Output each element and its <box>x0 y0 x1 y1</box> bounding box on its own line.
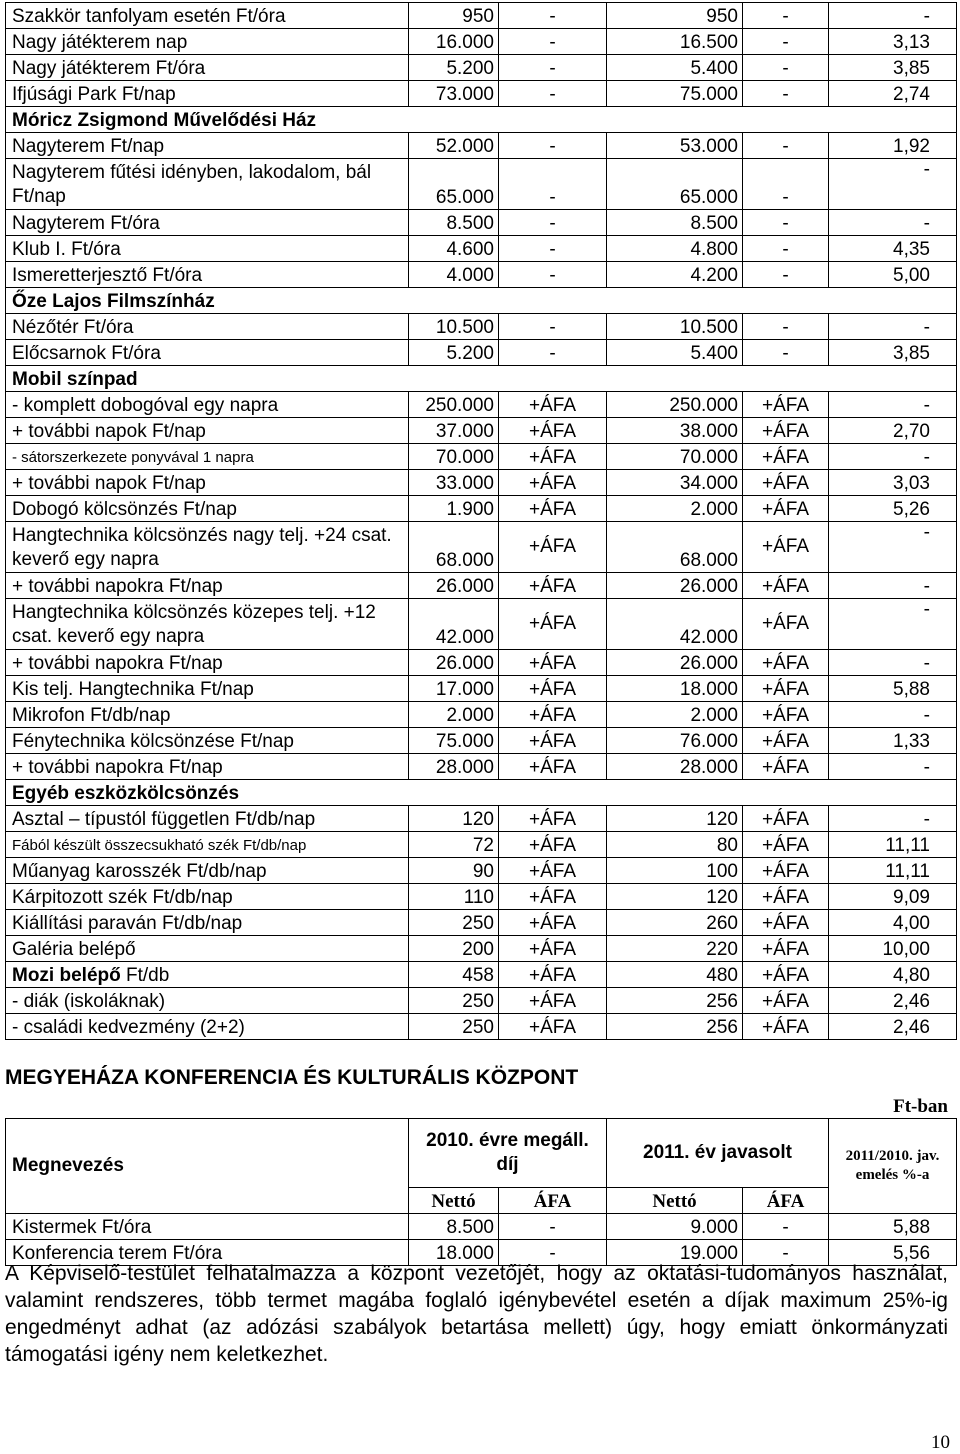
row-name-suffix: Ft/db <box>120 965 170 986</box>
row-name: Dobogó kölcsönzés Ft/nap <box>6 496 409 522</box>
table-row <box>6 676 957 702</box>
vat-2011: +ÁFA <box>743 728 829 754</box>
vat-2011: - <box>743 133 829 159</box>
percent-change: 4,80 <box>829 962 957 988</box>
row-name: + további napokra Ft/nap <box>6 754 409 780</box>
value-2011: 256 <box>607 1014 743 1040</box>
row-name: Kis telj. Hangtechnika Ft/nap <box>6 676 409 702</box>
vat-2010: +ÁFA <box>499 573 607 599</box>
footnote-paragraph: A Képviselő-testület felhatalmazza a központ vezetőjét, hogy az oktatási-tudományos használat, valamint rendszeres, több termet magába foglaló igénybevétel esetén a díjak maximum 25%-ig engedményt adhat (az adózási szabályok betartása mellett) úgy, hogy emiatt önkormányzati támogatási igény nem keletkezhet. <box>5 1262 948 1366</box>
table-row <box>6 962 957 988</box>
page-number: 10 <box>931 1432 950 1453</box>
value-2011: 70.000 <box>607 444 743 470</box>
vat-2010: - <box>499 340 607 366</box>
section-title: Mobil színpad <box>6 366 957 392</box>
value-2011: 65.000 <box>607 159 743 210</box>
row-name: - komplett dobogóval egy napra <box>6 392 409 418</box>
section-header-row <box>6 288 957 314</box>
value-2010: 110 <box>409 884 499 910</box>
value-2011: 42.000 <box>607 599 743 650</box>
row-name <box>6 962 409 988</box>
percent-change: 9,09 <box>829 884 957 910</box>
value-2010: 28.000 <box>409 754 499 780</box>
value-2011: 38.000 <box>607 418 743 444</box>
unit-label: Ft-ban <box>893 1096 948 1117</box>
vat-2011: +ÁFA <box>743 884 829 910</box>
table-row <box>6 599 957 650</box>
percent-change: 4,35 <box>829 236 957 262</box>
vat-2011: +ÁFA <box>743 1014 829 1040</box>
value-2010: 250 <box>409 1014 499 1040</box>
value-2011: 480 <box>607 962 743 988</box>
vat-2010: +ÁFA <box>499 910 607 936</box>
vat-2010: +ÁFA <box>499 599 607 650</box>
percent-change: - <box>829 159 957 210</box>
vat-2011: +ÁFA <box>743 573 829 599</box>
vat-2010: +ÁFA <box>499 444 607 470</box>
section-title: Őze Lajos Filmszínház <box>6 288 957 314</box>
row-name: Műanyag karosszék Ft/db/nap <box>6 858 409 884</box>
table-row <box>6 650 957 676</box>
vat-2010: +ÁFA <box>499 806 607 832</box>
vat-2011: - <box>743 81 829 107</box>
conference-title: MEGYEHÁZA KONFERENCIA ÉS KULTURÁLIS KÖZPONT <box>5 1066 579 1089</box>
vat-2010: +ÁFA <box>499 496 607 522</box>
value-2011: 950 <box>607 3 743 29</box>
table-row <box>6 806 957 832</box>
percent-change: 5,00 <box>829 262 957 288</box>
row-name: Konferencia terem Ft/óra <box>6 1240 409 1266</box>
vat-2010: - <box>499 81 607 107</box>
vat-2011: +ÁFA <box>743 910 829 936</box>
table-row <box>6 81 957 107</box>
vat-2011: +ÁFA <box>743 702 829 728</box>
percent-change: 10,00 <box>829 936 957 962</box>
value-2010: 72 <box>409 832 499 858</box>
percent-change: 2,74 <box>829 81 957 107</box>
row-name: Asztal – típustól független Ft/db/nap <box>6 806 409 832</box>
vat-2011: - <box>743 1214 829 1240</box>
value-2011: 120 <box>607 884 743 910</box>
price-table <box>5 2 957 1040</box>
percent-change: 5,26 <box>829 496 957 522</box>
vat-2011: +ÁFA <box>743 962 829 988</box>
row-name: + további napok Ft/nap <box>6 418 409 444</box>
table-row <box>6 55 957 81</box>
table-row <box>6 910 957 936</box>
vat-2010: - <box>499 262 607 288</box>
vat-2011: - <box>743 55 829 81</box>
table-row <box>6 133 957 159</box>
vat-2010: +ÁFA <box>499 470 607 496</box>
row-name: Ifjúsági Park Ft/nap <box>6 81 409 107</box>
percent-change: - <box>829 3 957 29</box>
value-2011: 19.000 <box>607 1240 743 1266</box>
table-row <box>6 496 957 522</box>
percent-change: 1,33 <box>829 728 957 754</box>
table-row <box>6 832 957 858</box>
vat-2010: +ÁFA <box>499 702 607 728</box>
percent-change: - <box>829 702 957 728</box>
vat-2010: - <box>499 3 607 29</box>
value-2010: 5.200 <box>409 340 499 366</box>
vat-2010: +ÁFA <box>499 392 607 418</box>
table-row <box>6 1014 957 1040</box>
value-2010: 52.000 <box>409 133 499 159</box>
vat-2011: +ÁFA <box>743 444 829 470</box>
vat-2010: - <box>499 55 607 81</box>
price-table-body <box>6 3 957 1040</box>
subheader-netto-2011: Nettó <box>607 1188 743 1214</box>
row-name: + további napokra Ft/nap <box>6 650 409 676</box>
percent-change: 3,13 <box>829 29 957 55</box>
vat-2010: - <box>499 133 607 159</box>
value-2011: 260 <box>607 910 743 936</box>
vat-2010: - <box>499 159 607 210</box>
subheader-netto-2010: Nettó <box>409 1188 499 1214</box>
value-2011: 34.000 <box>607 470 743 496</box>
vat-2010: +ÁFA <box>499 936 607 962</box>
value-2010: 33.000 <box>409 470 499 496</box>
vat-2010: - <box>499 210 607 236</box>
value-2010: 1.900 <box>409 496 499 522</box>
row-name: Fénytechnika kölcsönzése Ft/nap <box>6 728 409 754</box>
vat-2011: - <box>743 29 829 55</box>
value-2011: 76.000 <box>607 728 743 754</box>
value-2011: 100 <box>607 858 743 884</box>
vat-2011: - <box>743 210 829 236</box>
value-2010: 18.000 <box>409 1240 499 1266</box>
vat-2010: +ÁFA <box>499 988 607 1014</box>
table-row <box>6 858 957 884</box>
row-name: Szakkör tanfolyam esetén Ft/óra <box>6 3 409 29</box>
vat-2011: - <box>743 262 829 288</box>
value-2010: 42.000 <box>409 599 499 650</box>
percent-change: - <box>829 444 957 470</box>
value-2010: 250.000 <box>409 392 499 418</box>
value-2010: 70.000 <box>409 444 499 470</box>
vat-2010: - <box>499 1214 607 1240</box>
header-name: Megnevezés <box>6 1119 409 1214</box>
vat-2011: +ÁFA <box>743 392 829 418</box>
table-row <box>6 728 957 754</box>
value-2010: 73.000 <box>409 81 499 107</box>
value-2010: 65.000 <box>409 159 499 210</box>
value-2011: 4.200 <box>607 262 743 288</box>
value-2011: 28.000 <box>607 754 743 780</box>
table-row <box>6 936 957 962</box>
table-row <box>6 884 957 910</box>
percent-change: 11,11 <box>829 832 957 858</box>
section-header-row <box>6 366 957 392</box>
percent-change: 5,56 <box>829 1240 957 1266</box>
vat-2011: +ÁFA <box>743 754 829 780</box>
row-name: Kiállítási paraván Ft/db/nap <box>6 910 409 936</box>
value-2011: 53.000 <box>607 133 743 159</box>
vat-2010: +ÁFA <box>499 728 607 754</box>
percent-change: - <box>829 210 957 236</box>
vat-2010: - <box>499 314 607 340</box>
table-row <box>6 262 957 288</box>
percent-change: 2,46 <box>829 1014 957 1040</box>
row-name: Kistermek Ft/óra <box>6 1214 409 1240</box>
vat-2010: +ÁFA <box>499 858 607 884</box>
row-name: Nagyterem Ft/nap <box>6 133 409 159</box>
value-2010: 26.000 <box>409 650 499 676</box>
value-2010: 250 <box>409 988 499 1014</box>
vat-2010: +ÁFA <box>499 676 607 702</box>
vat-2011: - <box>743 1240 829 1266</box>
table-row <box>6 988 957 1014</box>
row-name: + további napok Ft/nap <box>6 470 409 496</box>
percent-change: 3,03 <box>829 470 957 496</box>
table-row <box>6 573 957 599</box>
table-row <box>6 754 957 780</box>
value-2011: 2.000 <box>607 702 743 728</box>
value-2010: 16.000 <box>409 29 499 55</box>
row-name: Nagy játékterem Ft/óra <box>6 55 409 81</box>
vat-2011: +ÁFA <box>743 496 829 522</box>
value-2011: 120 <box>607 806 743 832</box>
percent-change: - <box>829 650 957 676</box>
percent-change: - <box>829 392 957 418</box>
row-name: + további napokra Ft/nap <box>6 573 409 599</box>
table-row <box>6 702 957 728</box>
value-2010: 458 <box>409 962 499 988</box>
value-2011: 26.000 <box>607 573 743 599</box>
value-2011: 26.000 <box>607 650 743 676</box>
vat-2011: +ÁFA <box>743 418 829 444</box>
percent-change: - <box>829 754 957 780</box>
percent-change: 1,92 <box>829 133 957 159</box>
section-header-row <box>6 107 957 133</box>
vat-2011: +ÁFA <box>743 806 829 832</box>
vat-2011: +ÁFA <box>743 599 829 650</box>
vat-2010: +ÁFA <box>499 650 607 676</box>
value-2010: 8.500 <box>409 1214 499 1240</box>
row-name: Hangtechnika kölcsönzés közepes telj. +12 csat. keverő egy napra <box>6 599 409 650</box>
vat-2011: +ÁFA <box>743 858 829 884</box>
row-name: Kárpitozott szék Ft/db/nap <box>6 884 409 910</box>
header-percent: 2011/2010. jav. emelés %-a <box>829 1119 957 1214</box>
row-name: Nézőtér Ft/óra <box>6 314 409 340</box>
value-2010: 90 <box>409 858 499 884</box>
table-row <box>6 392 957 418</box>
section-title: Móricz Zsigmond Művelődési Ház <box>6 107 957 133</box>
value-2010: 5.200 <box>409 55 499 81</box>
vat-2011: +ÁFA <box>743 522 829 573</box>
percent-change: 3,85 <box>829 55 957 81</box>
percent-change: 2,70 <box>829 418 957 444</box>
row-name: Nagyterem fűtési idényben, lakodalom, bál Ft/nap <box>6 159 409 210</box>
value-2011: 68.000 <box>607 522 743 573</box>
vat-2011: +ÁFA <box>743 936 829 962</box>
table-row <box>6 210 957 236</box>
value-2011: 80 <box>607 832 743 858</box>
row-name: - családi kedvezmény (2+2) <box>6 1014 409 1040</box>
percent-change: 4,00 <box>829 910 957 936</box>
row-name: - sátorszerkezete ponyvával 1 napra <box>6 444 409 470</box>
percent-change: - <box>829 599 957 650</box>
table-row <box>6 29 957 55</box>
value-2011: 18.000 <box>607 676 743 702</box>
vat-2010: - <box>499 1240 607 1266</box>
subheader-afa-2010: ÁFA <box>499 1188 607 1214</box>
value-2010: 4.600 <box>409 236 499 262</box>
row-name: Nagy játékterem nap <box>6 29 409 55</box>
vat-2010: +ÁFA <box>499 832 607 858</box>
table-row <box>6 340 957 366</box>
value-2010: 200 <box>409 936 499 962</box>
vat-2011: - <box>743 159 829 210</box>
value-2010: 2.000 <box>409 702 499 728</box>
row-name: Ismeretterjesztő Ft/óra <box>6 262 409 288</box>
table-row <box>6 236 957 262</box>
conference-table <box>5 1118 957 1266</box>
value-2010: 950 <box>409 3 499 29</box>
section-title: Egyéb eszközkölcsönzés <box>6 780 957 806</box>
vat-2011: - <box>743 3 829 29</box>
value-2011: 250.000 <box>607 392 743 418</box>
vat-2011: +ÁFA <box>743 676 829 702</box>
vat-2010: - <box>499 29 607 55</box>
row-name: Galéria belépő <box>6 936 409 962</box>
value-2010: 4.000 <box>409 262 499 288</box>
value-2011: 5.400 <box>607 55 743 81</box>
value-2010: 75.000 <box>409 728 499 754</box>
vat-2010: +ÁFA <box>499 522 607 573</box>
vat-2010: +ÁFA <box>499 962 607 988</box>
percent-change: 11,11 <box>829 858 957 884</box>
header-2011: 2011. év javasolt <box>607 1119 829 1188</box>
percent-change: 3,85 <box>829 340 957 366</box>
value-2010: 37.000 <box>409 418 499 444</box>
percent-change: 5,88 <box>829 676 957 702</box>
value-2011: 256 <box>607 988 743 1014</box>
table-row <box>6 418 957 444</box>
value-2010: 10.500 <box>409 314 499 340</box>
table-row <box>6 3 957 29</box>
value-2011: 16.500 <box>607 29 743 55</box>
row-name: Előcsarnok Ft/óra <box>6 340 409 366</box>
table-row <box>6 314 957 340</box>
vat-2011: - <box>743 236 829 262</box>
table-row <box>6 470 957 496</box>
vat-2011: +ÁFA <box>743 650 829 676</box>
row-name-bold: Mozi belépő <box>12 965 121 986</box>
value-2011: 2.000 <box>607 496 743 522</box>
value-2011: 4.800 <box>607 236 743 262</box>
vat-2011: +ÁFA <box>743 832 829 858</box>
row-name: Fából készült összecsukható szék Ft/db/nap <box>6 832 409 858</box>
value-2011: 220 <box>607 936 743 962</box>
value-2011: 75.000 <box>607 81 743 107</box>
value-2010: 26.000 <box>409 573 499 599</box>
vat-2010: +ÁFA <box>499 418 607 444</box>
conference-header-row <box>6 1119 957 1188</box>
vat-2010: - <box>499 236 607 262</box>
table-row <box>6 159 957 210</box>
percent-change: - <box>829 314 957 340</box>
value-2011: 5.400 <box>607 340 743 366</box>
vat-2010: +ÁFA <box>499 884 607 910</box>
subheader-afa-2011: ÁFA <box>743 1188 829 1214</box>
percent-change: - <box>829 573 957 599</box>
row-name: Nagyterem Ft/óra <box>6 210 409 236</box>
vat-2011: - <box>743 314 829 340</box>
percent-change: - <box>829 522 957 573</box>
row-name: Mikrofon Ft/db/nap <box>6 702 409 728</box>
vat-2010: +ÁFA <box>499 1014 607 1040</box>
table-row <box>6 522 957 573</box>
value-2010: 8.500 <box>409 210 499 236</box>
percent-change: - <box>829 806 957 832</box>
value-2010: 17.000 <box>409 676 499 702</box>
percent-change: 2,46 <box>829 988 957 1014</box>
value-2011: 9.000 <box>607 1214 743 1240</box>
section-header-row <box>6 780 957 806</box>
row-name: - diák (iskoláknak) <box>6 988 409 1014</box>
value-2011: 10.500 <box>607 314 743 340</box>
vat-2011: +ÁFA <box>743 988 829 1014</box>
table-row <box>6 1214 957 1240</box>
value-2010: 120 <box>409 806 499 832</box>
percent-change: 5,88 <box>829 1214 957 1240</box>
value-2010: 250 <box>409 910 499 936</box>
value-2010: 68.000 <box>409 522 499 573</box>
row-name: Klub I. Ft/óra <box>6 236 409 262</box>
header-2010: 2010. évre megáll. díj <box>409 1119 607 1188</box>
vat-2011: +ÁFA <box>743 470 829 496</box>
vat-2010: +ÁFA <box>499 754 607 780</box>
vat-2011: - <box>743 340 829 366</box>
row-name: Hangtechnika kölcsönzés nagy telj. +24 csat. keverő egy napra <box>6 522 409 573</box>
table-row <box>6 444 957 470</box>
value-2011: 8.500 <box>607 210 743 236</box>
